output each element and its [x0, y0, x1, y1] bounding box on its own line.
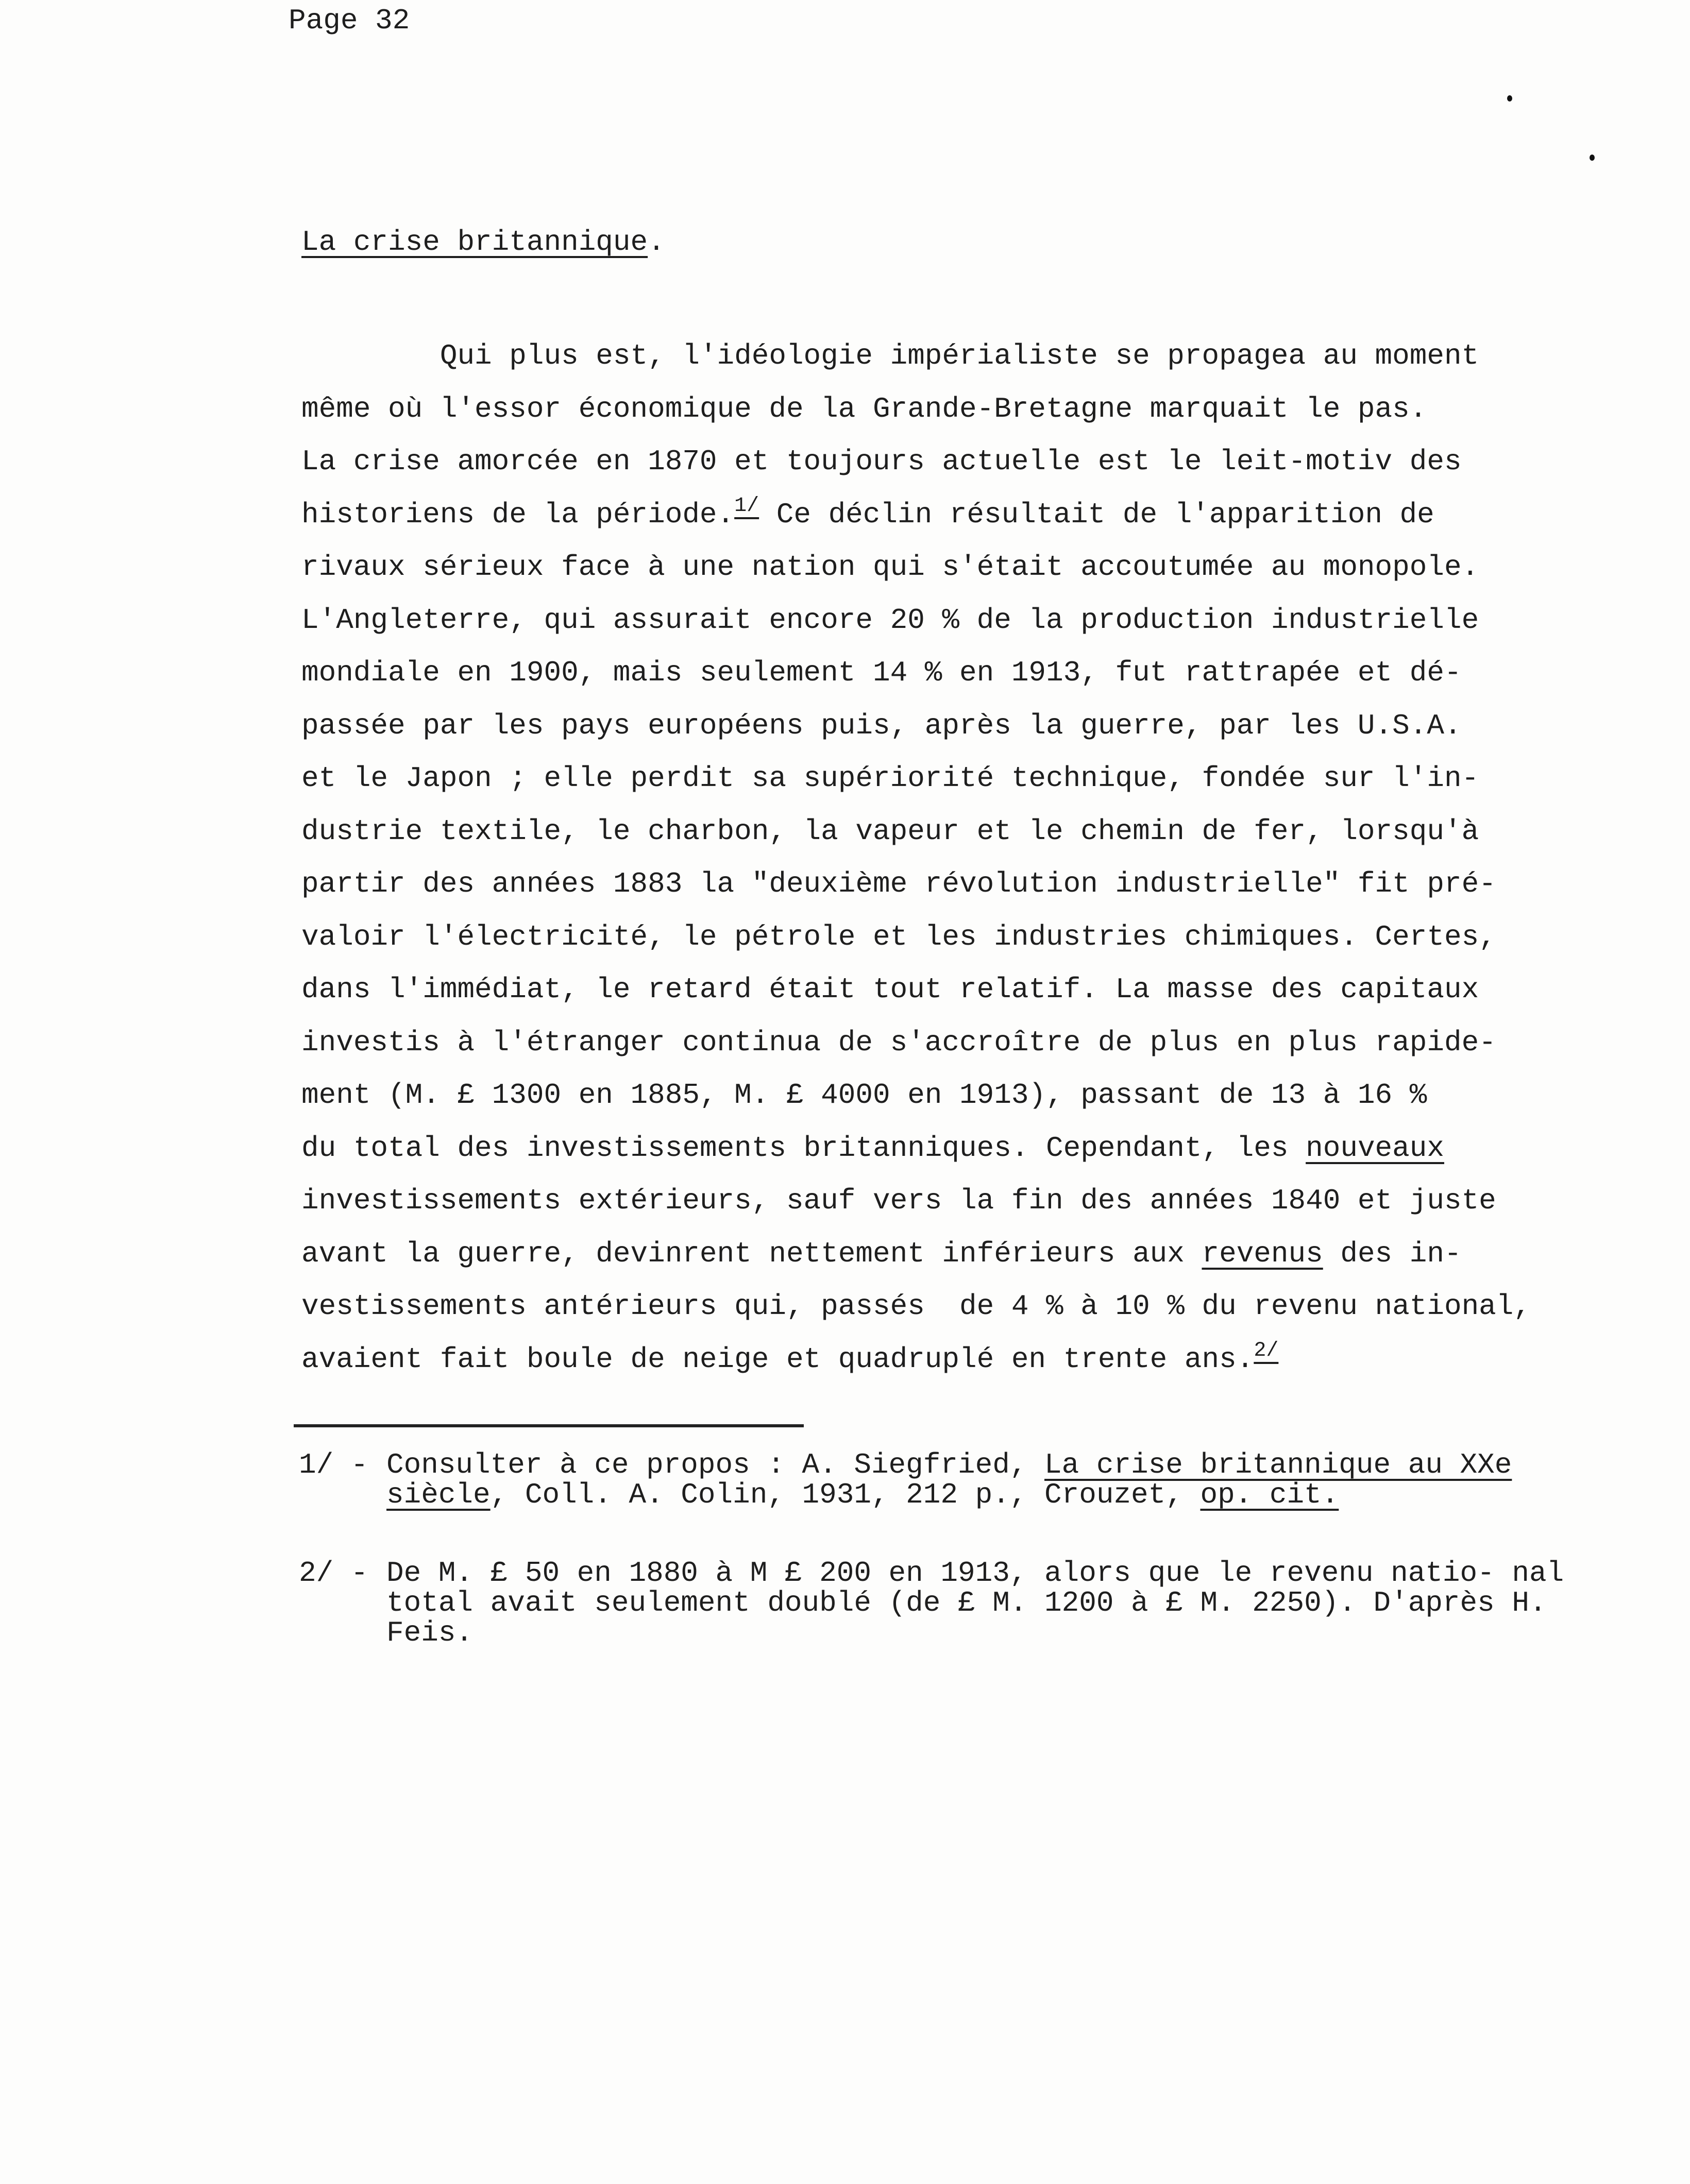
- body-text-segment: Ce déclin résultait de l'apparition de: [759, 498, 1434, 531]
- footnote-text: De M. £ 50 en 1880 à M £ 200 en 1913, alors que le revenu natio- nal total avait seulement doublé (de £ M. 1200 à £ M. 2250). D'après H. Feis.: [386, 1557, 1564, 1649]
- body-line: L'Angleterre, qui assurait encore 20 % de la production industrielle: [301, 603, 1479, 637]
- body-text-segment: avant la guerre, devinrent nettement inférieurs aux: [301, 1237, 1202, 1270]
- body-line: investis à l'étranger continua de s'accroître de plus en plus rapide-: [301, 1026, 1496, 1059]
- body-line: [301, 488, 1584, 541]
- footnote-ref-1: 1/: [734, 494, 759, 518]
- section-title-text: La crise britannique: [301, 226, 648, 259]
- footnote-separator: [294, 1424, 804, 1427]
- footnote-ref-2: 2/: [1254, 1339, 1279, 1362]
- body-line: investissements extérieurs, sauf vers la fin des années 1840 et juste: [301, 1184, 1496, 1217]
- body-line: et le Japon ; elle perdit sa supériorité technique, fondée sur l'in-: [301, 762, 1479, 795]
- underlined-word: revenus: [1202, 1237, 1323, 1270]
- footnote-marker: 1/ -: [299, 1448, 368, 1481]
- body-line: vestissements antérieurs qui, passés de 4 % à 10 % du revenu national,: [301, 1290, 1531, 1323]
- body-text-segment: avaient fait boule de neige et quadruplé en trente ans.: [301, 1342, 1254, 1376]
- page-number: Page 32: [289, 4, 410, 37]
- body-line: [301, 1122, 1584, 1175]
- body-line: passée par les pays européens puis, après la guerre, par les U.S.A.: [301, 709, 1462, 742]
- body-line: dans l'immédiat, le retard était tout relatif. La masse des capitaux: [301, 973, 1479, 1006]
- body-line: ment (M. £ 1300 en 1885, M. £ 4000 en 1913), passant de 13 à 16 %: [301, 1079, 1427, 1112]
- ink-speck: [1507, 95, 1512, 101]
- body-line: valoir l'électricité, le pétrole et les industries chimiques. Certes,: [301, 920, 1496, 953]
- book-title: La crise britannique au XXe siècle: [386, 1448, 1512, 1511]
- body-text-segment: historiens de la période.: [301, 498, 735, 531]
- body-line: Qui plus est, l'idéologie impérialiste se propagea au moment: [301, 339, 1479, 372]
- body-paragraph: [301, 330, 1584, 1386]
- section-title: [301, 221, 665, 263]
- body-line: partir des années 1883 la "deuxième révolution industrielle" fit pré-: [301, 867, 1496, 900]
- body-line: même où l'essor économique de la Grande-Bretagne marquait le pas.: [301, 392, 1427, 425]
- body-text-segment: des in-: [1323, 1237, 1462, 1270]
- footnote-text-segment: Consulter à ce propos : A. Siegfried,: [386, 1448, 1045, 1481]
- footnote-marker: 2/ -: [299, 1557, 368, 1590]
- footnote-text: [386, 1450, 1571, 1510]
- section-title-period: .: [648, 226, 665, 259]
- body-line: La crise amorcée en 1870 et toujours actuelle est le leit-motiv des: [301, 445, 1462, 478]
- body-line: [301, 1333, 1584, 1386]
- body-line: [301, 1227, 1584, 1281]
- body-line: rivaux sérieux face à une nation qui s'était accoutumée au monopole.: [301, 551, 1479, 584]
- body-line: dustrie textile, le charbon, la vapeur et le chemin de fer, lorsqu'à: [301, 814, 1479, 848]
- underlined-word: nouveaux: [1306, 1131, 1444, 1165]
- ink-speck: [1590, 155, 1595, 161]
- op-cit: op. cit.: [1200, 1478, 1339, 1511]
- body-line: mondiale en 1900, mais seulement 14 % en 1913, fut rattrapée et dé-: [301, 656, 1462, 689]
- footnote-text-segment: , Coll. A. Colin, 1931, 212 p., Crouzet,: [490, 1478, 1201, 1511]
- body-text-segment: du total des investissements britanniques. Cependant, les: [301, 1131, 1306, 1165]
